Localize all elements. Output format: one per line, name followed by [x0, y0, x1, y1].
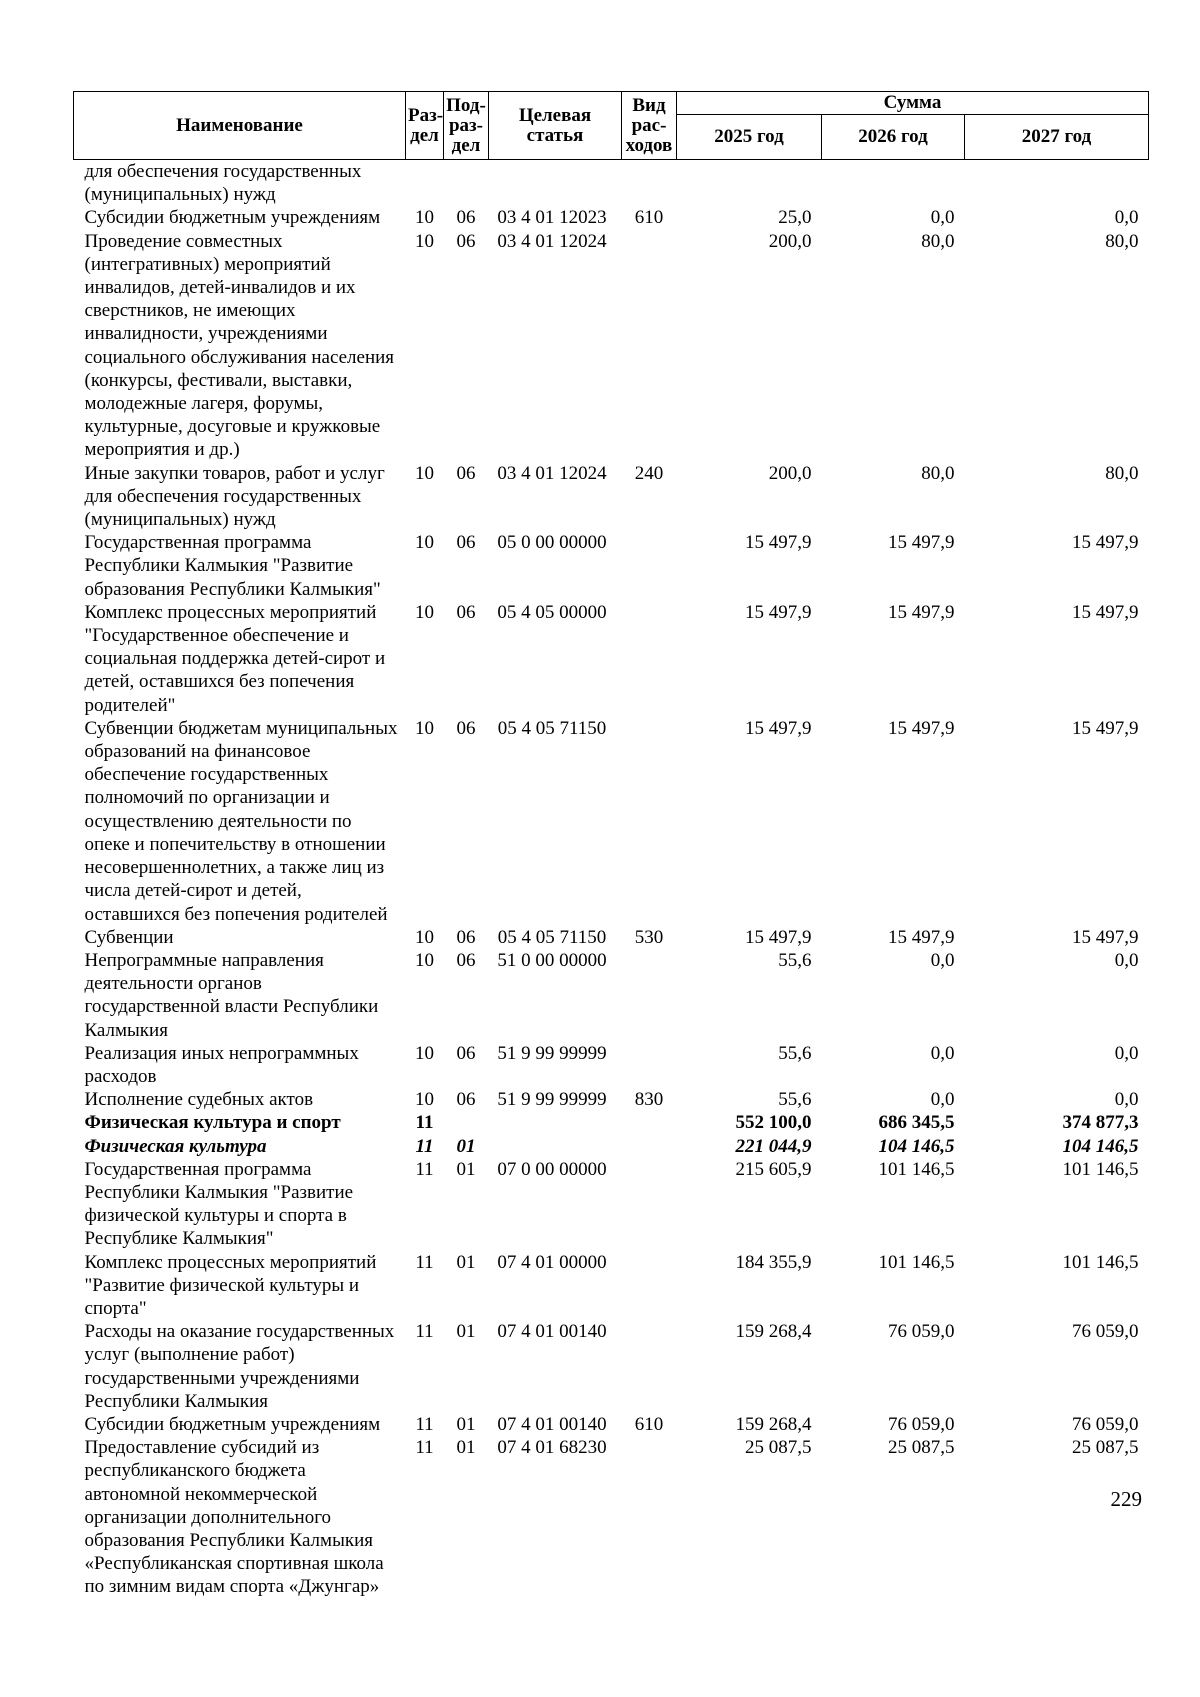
cell-2027: 374 877,3 [1062, 1112, 1139, 1134]
cell-name: Субсидии бюджетным учреждениям [84, 1413, 381, 1435]
cell-vid [622, 160, 677, 207]
cell-razdel: 11 [415, 1321, 434, 1343]
cell-2026: 25 087,5 [888, 1437, 955, 1459]
cell-2027: 0,0 [1114, 1089, 1139, 1111]
cell-razdel: 11 [415, 1135, 434, 1157]
cell-2027: 0,0 [1114, 1042, 1139, 1064]
cell-2027: 15 497,9 [1072, 926, 1139, 948]
cell-2025: 552 100,0 [735, 1112, 812, 1134]
table-row [74, 462, 1149, 532]
cell-2025: 200,0 [768, 230, 812, 252]
cell-podrazdel: 01 [456, 1437, 476, 1459]
cell-statya: 03 4 01 12024 [497, 230, 607, 252]
cell-statya [489, 1135, 622, 1158]
table-row [74, 1042, 1149, 1088]
cell-2025: 55,6 [778, 949, 812, 971]
table-row [74, 1111, 1149, 1134]
table-row [74, 206, 1149, 229]
cell-razdel: 10 [415, 601, 434, 623]
cell-podrazdel: 06 [456, 949, 476, 971]
cell-2026: 0,0 [930, 1089, 955, 1111]
cell-statya: 05 4 05 00000 [497, 601, 607, 623]
cell-statya: 05 4 05 71150 [497, 717, 607, 739]
cell-name: Субсидии бюджетным учреждениям [84, 207, 381, 229]
cell-2027: 15 497,9 [1072, 717, 1139, 739]
table-row [74, 601, 1149, 717]
cell-2027: 15 497,9 [1072, 532, 1139, 554]
cell-2025: 200,0 [768, 462, 812, 484]
cell-podrazdel: 06 [456, 230, 476, 252]
header-name: Наименование [74, 92, 406, 160]
cell-2027: 80,0 [1105, 230, 1139, 252]
header-vid: Вид рас- ходов [622, 92, 677, 160]
cell-statya: 07 0 00 00000 [497, 1158, 607, 1180]
cell-2025: 215 605,9 [735, 1158, 812, 1180]
cell-statya: 03 4 01 12024 [497, 462, 607, 484]
table-row [74, 1251, 1149, 1321]
cell-statya: 05 0 00 00000 [497, 532, 607, 554]
cell-razdel: 10 [415, 532, 434, 554]
cell-statya [489, 160, 622, 207]
cell-podrazdel: 06 [456, 207, 476, 229]
cell-razdel: 11 [415, 1158, 434, 1180]
table-row [74, 160, 1149, 207]
cell-2027 [965, 160, 1149, 207]
cell-vid [622, 717, 677, 926]
cell-razdel: 11 [415, 1251, 434, 1273]
cell-podrazdel: 06 [456, 926, 476, 948]
cell-name: Государственная программа Республики Калмыкия "Развитие физической культуры и спорта в Республике Калмыкия" [84, 1158, 354, 1250]
cell-vid [622, 1042, 677, 1088]
cell-2026: 80,0 [921, 462, 955, 484]
header-2025: 2025 год [677, 115, 822, 160]
cell-vid [622, 1251, 677, 1321]
cell-statya: 51 0 00 00000 [497, 949, 607, 971]
cell-vid: 830 [634, 1089, 664, 1111]
cell-2026: 0,0 [930, 1042, 955, 1064]
cell-statya: 07 4 01 00000 [497, 1251, 607, 1273]
cell-razdel: 10 [415, 717, 434, 739]
cell-name: Предоставление субсидий из республиканского бюджета автономной некоммерческой организации дополнительного образования Республики Калмыкия «Республиканская спортивная школа по зимним видам спорта «Джунгар» [84, 1437, 384, 1598]
cell-name: Комплекс процессных мероприятий "Государственное обеспечение и социальная поддержка детей-сирот и детей, оставшихся без попечения родителей" [84, 601, 386, 716]
cell-2026: 15 497,9 [888, 717, 955, 739]
cell-razdel: 10 [415, 207, 434, 229]
cell-name: Иные закупки товаров, работ и услуг для обеспечения государственных (муниципальных) нужд [84, 462, 385, 531]
cell-statya: 05 4 05 71150 [497, 926, 607, 948]
cell-razdel: 10 [415, 949, 434, 971]
cell-podrazdel: 01 [456, 1413, 476, 1435]
cell-name: Исполнение судебных актов [84, 1089, 314, 1111]
cell-2026: 101 146,5 [878, 1251, 955, 1273]
cell-razdel: 10 [415, 462, 434, 484]
cell-name: Субвенции бюджетам муниципальных образований на финансовое обеспечение государственных полномочий по организации и осуществлению деятельности по опеке и попечительству в отношении несовершеннолетних, а также лиц из числа детей-сирот и детей, оставшихся без попечения родителей [84, 717, 398, 925]
cell-2025: 25 087,5 [745, 1437, 812, 1459]
cell-2025: 15 497,9 [745, 601, 812, 623]
cell-statya: 07 4 01 00140 [497, 1413, 607, 1435]
cell-vid [622, 230, 677, 462]
cell-vid: 610 [634, 207, 664, 229]
cell-2026: 80,0 [921, 230, 955, 252]
cell-razdel: 11 [415, 1112, 434, 1134]
cell-vid: 530 [634, 926, 664, 948]
table-row [74, 1436, 1149, 1598]
cell-podrazdel: 01 [456, 1321, 476, 1343]
cell-statya: 07 4 01 68230 [497, 1437, 607, 1459]
cell-statya: 07 4 01 00140 [497, 1321, 607, 1343]
cell-2026 [822, 160, 965, 207]
cell-2025: 221 044,9 [735, 1135, 812, 1157]
cell-2026: 101 146,5 [878, 1158, 955, 1180]
cell-2027: 25 087,5 [1072, 1437, 1139, 1459]
cell-2027: 0,0 [1114, 949, 1139, 971]
cell-2026: 686 345,5 [878, 1112, 955, 1134]
cell-2025: 15 497,9 [745, 532, 812, 554]
table-row [74, 926, 1149, 949]
cell-2027: 101 146,5 [1062, 1158, 1139, 1180]
cell-2027: 104 146,5 [1062, 1135, 1139, 1157]
cell-name: Государственная программа Республики Калмыкия "Развитие образования Республики Калмыкия" [84, 532, 381, 600]
header-razdel: Раз- дел [406, 92, 444, 160]
cell-vid [622, 1436, 677, 1598]
cell-name: Реализация иных непрограммных расходов [84, 1042, 359, 1087]
cell-razdel [406, 160, 444, 207]
cell-name: Физическая культура [84, 1135, 267, 1157]
cell-razdel: 11 [415, 1413, 434, 1435]
cell-2027: 76 059,0 [1072, 1413, 1139, 1435]
cell-2026: 104 146,5 [878, 1135, 955, 1157]
cell-podrazdel: 06 [456, 1089, 476, 1111]
cell-razdel: 10 [415, 1042, 434, 1064]
cell-statya: 51 9 99 99999 [497, 1042, 607, 1064]
cell-2026: 15 497,9 [888, 532, 955, 554]
budget-table [73, 91, 1149, 1599]
cell-name: для обеспечения государственных (муниципальных) нужд [84, 161, 362, 206]
cell-2026: 76 059,0 [888, 1321, 955, 1343]
cell-vid [622, 949, 677, 1042]
table-row [74, 717, 1149, 926]
cell-vid: 610 [634, 1413, 664, 1435]
page-number: 229 [1110, 1487, 1142, 1511]
table-row [74, 1135, 1149, 1158]
cell-vid [622, 1111, 677, 1134]
cell-vid: 240 [634, 462, 664, 484]
cell-2027: 101 146,5 [1062, 1251, 1139, 1273]
cell-2027: 76 059,0 [1072, 1321, 1139, 1343]
cell-2026: 15 497,9 [888, 601, 955, 623]
cell-name: Комплекс процессных мероприятий "Развитие физической культуры и спорта" [84, 1251, 377, 1319]
cell-2025: 15 497,9 [745, 717, 812, 739]
cell-podrazdel: 06 [456, 717, 476, 739]
cell-name: Субвенции [84, 926, 174, 948]
cell-2027: 80,0 [1105, 462, 1139, 484]
cell-razdel: 10 [415, 926, 434, 948]
table-body [74, 160, 1149, 1599]
cell-2026: 0,0 [930, 949, 955, 971]
cell-razdel: 10 [415, 230, 434, 252]
cell-podrazdel: 06 [456, 601, 476, 623]
cell-2026: 0,0 [930, 207, 955, 229]
cell-podrazdel: 01 [456, 1135, 476, 1157]
cell-razdel: 10 [415, 1089, 434, 1111]
header-2027: 2027 год [965, 115, 1149, 160]
cell-podrazdel [444, 1111, 489, 1134]
cell-2025 [677, 160, 822, 207]
cell-2025: 55,6 [778, 1089, 812, 1111]
cell-vid [622, 531, 677, 601]
table-row [74, 1413, 1149, 1436]
cell-2025: 25,0 [778, 207, 812, 229]
cell-podrazdel: 06 [456, 462, 476, 484]
cell-name: Расходы на оказание государственных услуг (выполнение работ) государственными учреждениями Республики Калмыкия [84, 1321, 395, 1412]
cell-2027: 15 497,9 [1072, 601, 1139, 623]
cell-vid [622, 1320, 677, 1413]
header-statya: Целевая статья [489, 92, 622, 160]
table-row [74, 1158, 1149, 1251]
table-row [74, 1088, 1149, 1111]
cell-name: Проведение совместных (интегративных) мероприятий инвалидов, детей-инвалидов и их сверстников, не имеющих инвалидности, учреждениями социального обслуживания населения (конкурсы, фестивали, выставки, молодежные лагеря, форумы, культурные, досуговые и кружковые мероприятия и др.) [84, 230, 395, 461]
cell-podrazdel: 01 [456, 1158, 476, 1180]
cell-name: Непрограммные направления деятельности органов государственной власти Республики Калмыкия [84, 949, 379, 1041]
table-row [74, 531, 1149, 601]
cell-2026: 15 497,9 [888, 926, 955, 948]
cell-statya: 03 4 01 12023 [497, 207, 607, 229]
table-row [74, 1320, 1149, 1413]
header-summa: Сумма [677, 92, 1149, 115]
cell-vid [622, 1135, 677, 1158]
cell-2025: 15 497,9 [745, 926, 812, 948]
table-row [74, 949, 1149, 1042]
cell-vid [622, 1158, 677, 1251]
cell-2025: 159 268,4 [735, 1413, 812, 1435]
cell-podrazdel [444, 160, 489, 207]
header-podrazdel: Под- раз- дел [444, 92, 489, 160]
cell-2025: 184 355,9 [735, 1251, 812, 1273]
cell-2026: 76 059,0 [888, 1413, 955, 1435]
cell-name: Физическая культура и спорт [84, 1112, 341, 1134]
cell-podrazdel: 06 [456, 1042, 476, 1064]
table-header [74, 92, 1149, 160]
cell-2025: 159 268,4 [735, 1321, 812, 1343]
table-row [74, 230, 1149, 462]
cell-vid [622, 601, 677, 717]
cell-statya [489, 1111, 622, 1134]
cell-statya: 51 9 99 99999 [497, 1089, 607, 1111]
cell-podrazdel: 01 [456, 1251, 476, 1273]
cell-2025: 55,6 [778, 1042, 812, 1064]
header-2026: 2026 год [822, 115, 965, 160]
cell-podrazdel: 06 [456, 532, 476, 554]
cell-razdel: 11 [415, 1437, 434, 1459]
cell-2027: 0,0 [1114, 207, 1139, 229]
